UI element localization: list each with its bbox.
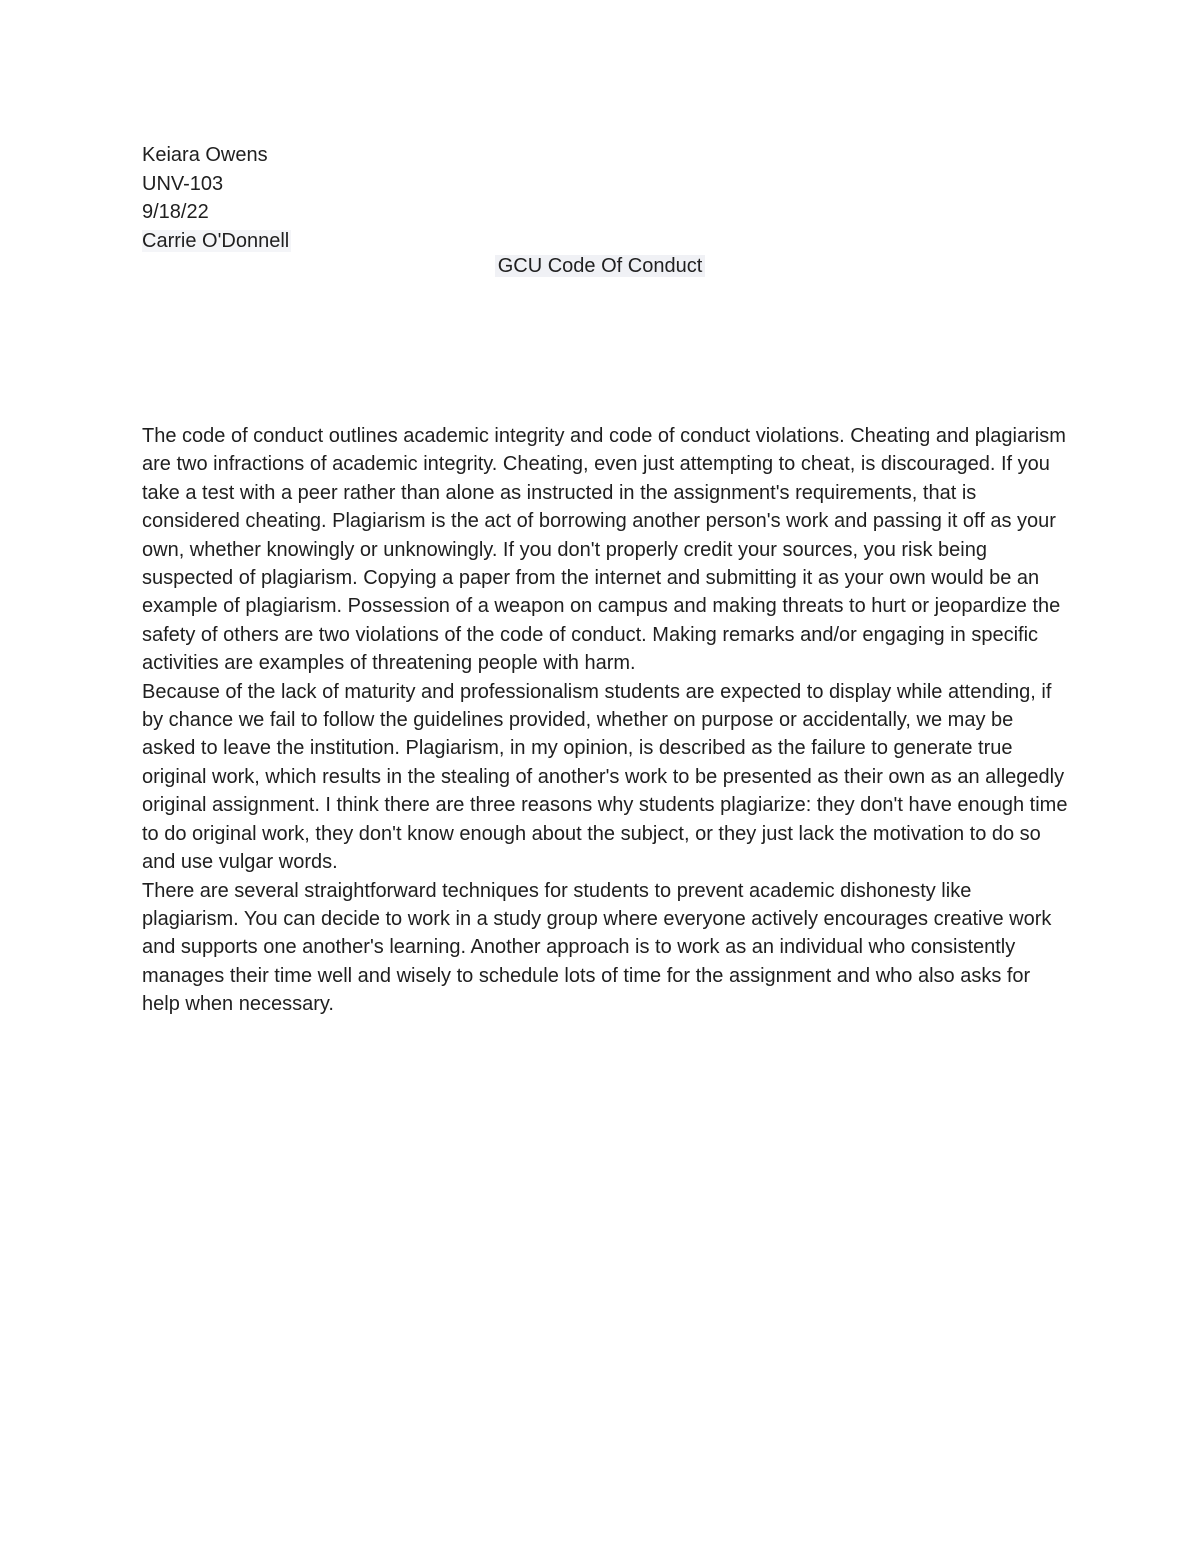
student-name: Keiara Owens xyxy=(142,144,268,166)
document-body xyxy=(142,422,1072,1019)
course-code: UNV-103 xyxy=(142,172,224,195)
submission-date: 9/18/22 xyxy=(142,201,209,223)
body-paragraph: Because of the lack of maturity and professionalism students are expected to display while attending, if by chance we fail to follow the guidelines provided, whether on purpose or accidentally, we may be asked to leave the institution. Plagiarism, in my opinion, is described as the failure to generate true original work, which results in the stealing of another's work to be presented as their own as an allegedly original assignment. I think there are three reasons why students plagiarize: they don't have enough time to do original work, they don't know enough about the subject, or they just lack the motivation to do so and use vulgar words. xyxy=(142,680,1068,874)
document-title: GCU Code Of Conduct xyxy=(495,255,706,277)
body-paragraph: The code of conduct outlines academic integrity and code of conduct violations. Cheating and plagiarism are two infractions of academic integrity. Cheating, even just attempting to cheat, is discouraged. If you take a test with a peer rather than alone as instructed in the assignment's requirements, that is considered cheating. Plagiarism is the act of borrowing another person's work and passing it off as your own, whether knowingly or unknowingly. If you don't properly credit your sources, you risk being suspected of plagiarism. Copying a paper from the internet and submitting it as your own would be an example of plagiarism. Possession of a weapon on campus and making threats to hurt or jeopardize the safety of others are two violations of the code of conduct. Making remarks and/or engaging in specific activities are examples of threatening people with harm. xyxy=(142,425,1066,675)
instructor-name: Carrie O'Donnell xyxy=(142,229,290,252)
document-header xyxy=(142,141,642,255)
instructor-name-line xyxy=(142,227,642,256)
document-title-line xyxy=(0,252,1200,280)
body-paragraph: There are several straightforward techniques for students to prevent academic dishonesty like plagiarism. You can decide to work in a study group where everyone actively encourages creative work and supports one another's learning. Another approach is to work as an individual who consistently manages their time well and wisely to schedule lots of time for the assignment and who also asks for help when necessary. xyxy=(142,879,1052,1016)
